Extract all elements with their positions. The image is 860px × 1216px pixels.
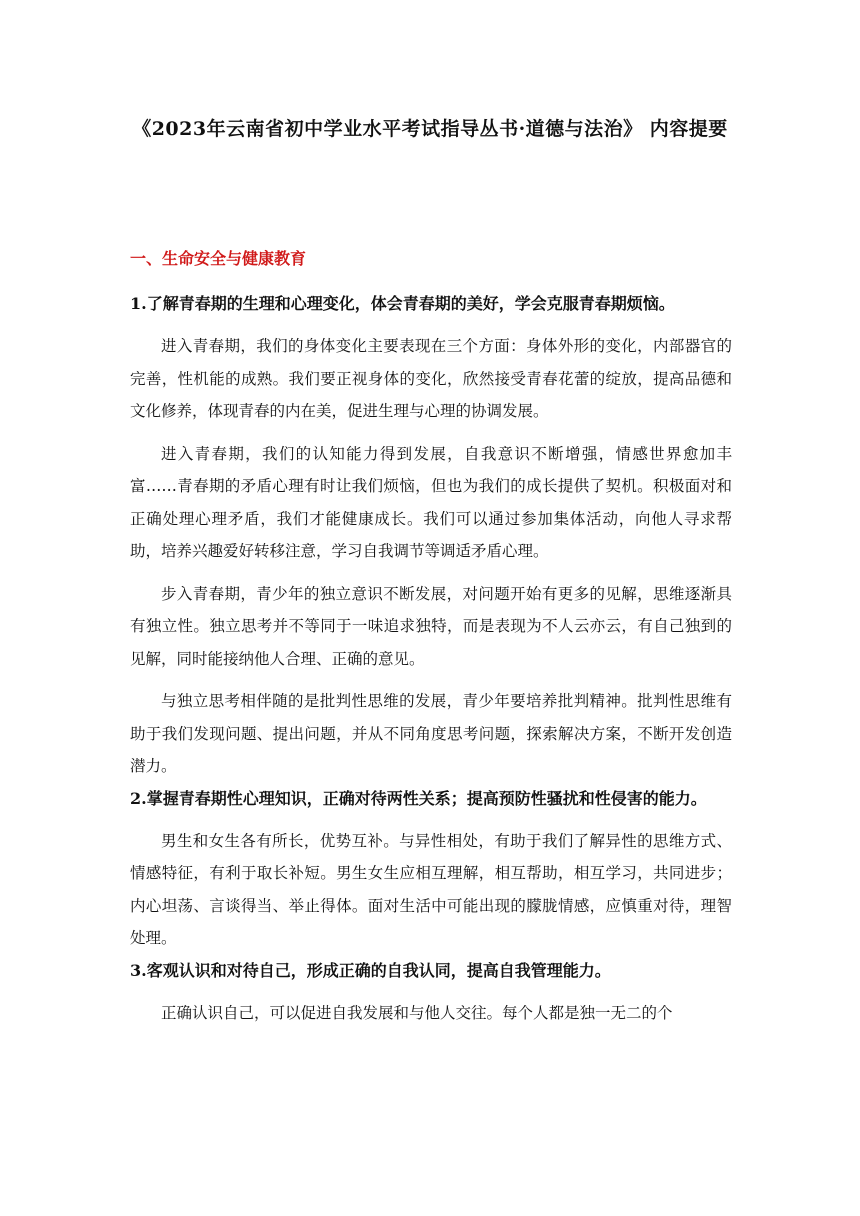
paragraph: 步入青春期，青少年的独立意识不断发展，对问题开始有更多的见解，思维逐渐具有独立性。独立思考并不等同于一味追求独特，而是表现为不人云亦云，有自己独到的见解，同时能接纳他人合理、正确的意见。 [130,584,732,668]
section-heading: 一、生命安全与健康教育 [130,249,307,268]
subsection-heading-1: 1.了解青春期的生理和心理变化，体会青春期的美好，学会克服青春期烦恼。 [130,294,675,313]
document-title: 《2023年云南省初中学业水平考试指导丛书·道德与法治》 内容提要 [132,118,728,140]
subsection-heading-2: 2.掌握青春期性心理知识，正确对待两性关系；提高预防性骚扰和性侵害的能力。 [130,788,707,808]
paragraph: 男生和女生各有所长，优势互补。与异性相处，有助于我们了解异性的思维方式、情感特征，有利于取长补短。男生女生应相互理解，相互帮助，相互学习，共同进步；内心坦荡、言谈得当、举止得体。面对生活中可能出现的朦胧情感，应慎重对待，理智处理。 [130,831,732,947]
paragraph: 进入青春期，我们的认知能力得到发展，自我意识不断增强，情感世界愈加丰富……青春期的矛盾心理有时让我们烦恼，但也为我们的成长提供了契机。积极面对和正确处理心理矛盾，我们才能健康成长。我们可以通过参加集体活动，向他人寻求帮助，培养兴趣爱好转移注意，学习自我调节等调适矛盾心理。 [130,444,732,560]
paragraph: 与独立思考相伴随的是批判性思维的发展，青少年要培养批判精神。批判性思维有助于我们发现问题、提出问题，并从不同角度思考问题，探索解决方案，不断开发创造潜力。 [130,692,732,775]
subsection-heading-3: 3.客观认识和对待自己，形成正确的自我认同，提高自我管理能力。 [130,960,611,980]
paragraph: 进入青春期，我们的身体变化主要表现在三个方面：身体外形的变化，内部器官的完善，性机能的成熟。我们要正视身体的变化，欣然接受青春花蕾的绽放，提高品德和文化修养，体现青春的内在美，促进生理与心理的协调发展。 [130,337,732,420]
section-content [130,288,732,1029]
paragraph: 正确认识自己，可以促进自我发展和与他人交往。每个人都是独一无二的个 [161,1003,673,1022]
